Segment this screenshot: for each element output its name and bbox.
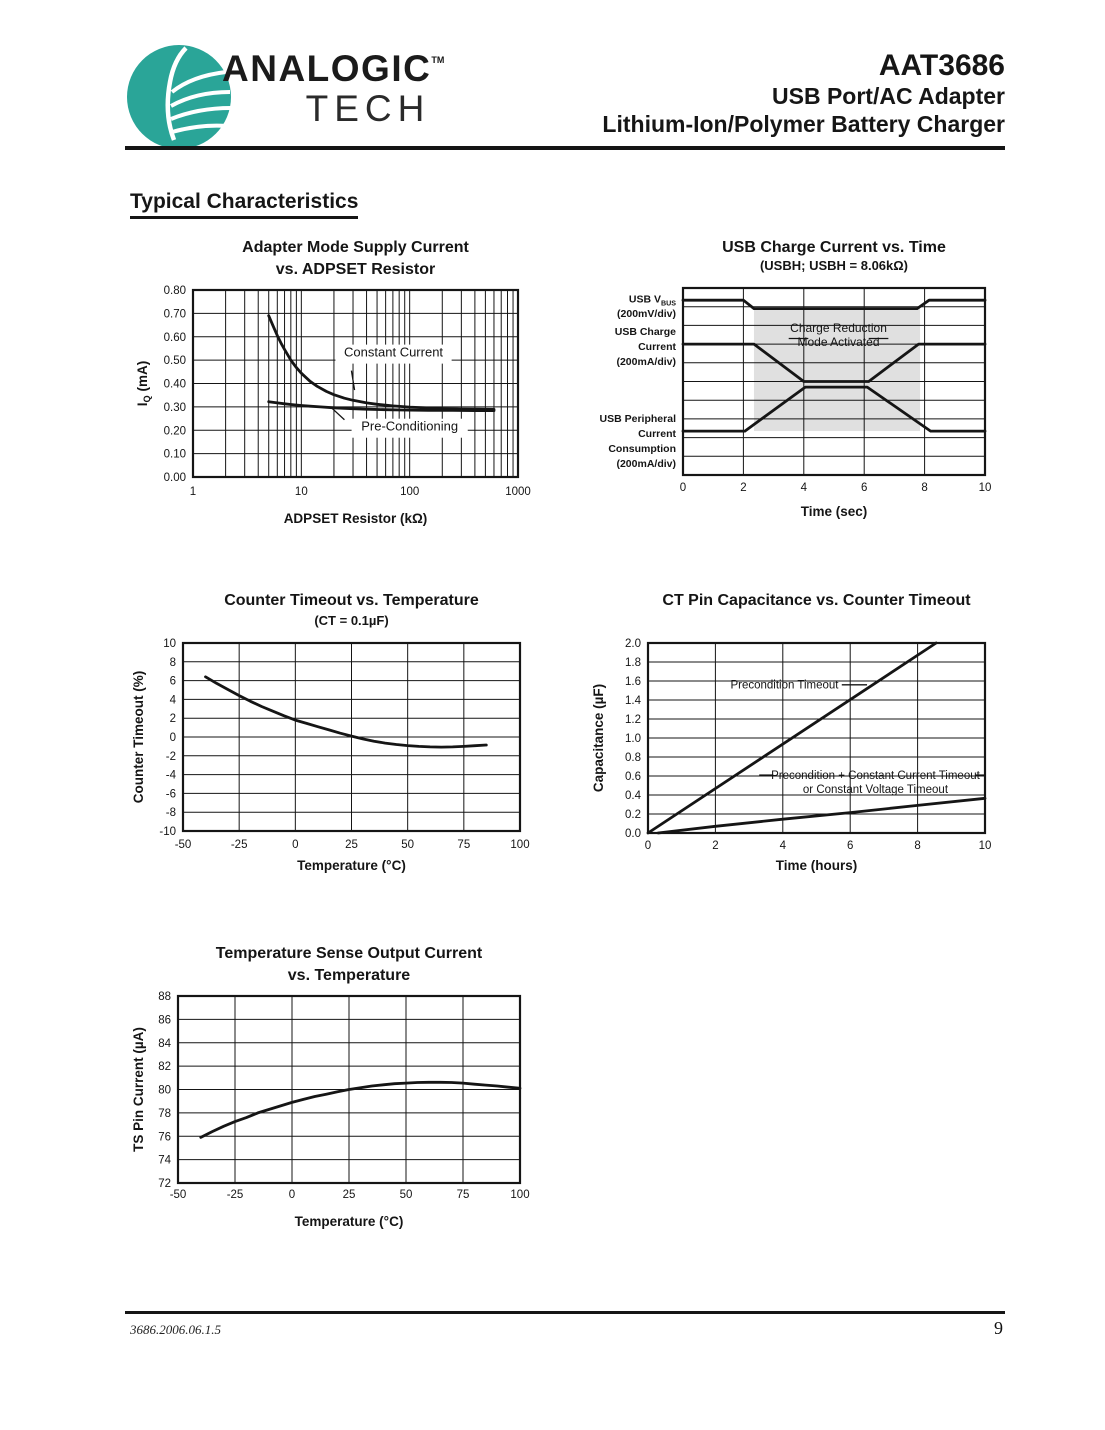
header-rule <box>125 146 1005 150</box>
document-title-block <box>602 48 1005 138</box>
x-tick-label: 1 <box>189 486 197 498</box>
x-tick-label: 25 <box>345 839 358 851</box>
y-tick-label: 10 <box>163 638 176 650</box>
series-precondition-constant-current-timeout-or-constant-voltage-timeout <box>658 798 985 833</box>
signal-label: Current <box>638 340 676 353</box>
y-axis-label: TS Pin Current (µA) <box>131 1027 146 1152</box>
y-tick-label: 1.8 <box>625 657 641 669</box>
y-tick-label: 1.6 <box>625 676 641 688</box>
x-tick-label: -50 <box>169 1189 187 1201</box>
y-tick-label: 0.6 <box>625 771 641 783</box>
part-number: AAT3686 <box>878 49 1005 82</box>
series-usb-vbus-200mv-div <box>683 300 985 308</box>
x-tick-label: 50 <box>401 839 415 851</box>
y-tick-label: 0.60 <box>163 331 186 344</box>
signal-label: Consumption <box>608 442 676 455</box>
y-tick-label: 86 <box>158 1014 171 1027</box>
y-tick-label: 0.00 <box>163 472 186 484</box>
chart-temperature-sense-output-current <box>118 938 548 1248</box>
y-tick-label: 80 <box>158 1084 171 1097</box>
y-tick-label: 1.2 <box>625 714 641 726</box>
x-tick-label: 100 <box>510 1189 530 1201</box>
x-axis-label: Temperature (°C) <box>297 858 406 873</box>
y-tick-label: 88 <box>158 991 171 1003</box>
y-tick-label: 0.30 <box>163 401 186 414</box>
chart-ct-pin-capacitance-vs-counter-timeout <box>560 585 1020 890</box>
x-tick-label: 100 <box>510 839 530 851</box>
signal-label: USB Peripheral <box>599 412 676 425</box>
adapter-mode-supply-current-plot <box>118 232 548 542</box>
x-tick-label: 4 <box>800 482 808 494</box>
x-tick-label: 2 <box>740 482 747 494</box>
y-tick-label: -2 <box>165 750 176 763</box>
y-tick-label: 76 <box>158 1131 171 1144</box>
annotation-text: Precondition + Constant Current Timeout <box>771 769 980 782</box>
brand-line2: TECH <box>305 88 431 129</box>
x-tick-label: 75 <box>457 839 471 851</box>
signal-label: Current <box>638 427 676 440</box>
x-tick-label: 100 <box>400 486 420 498</box>
x-tick-label: 6 <box>860 482 868 494</box>
x-tick-label: 10 <box>978 840 992 852</box>
x-tick-label: -25 <box>226 1189 244 1201</box>
y-tick-label: 0.70 <box>163 308 186 321</box>
x-tick-label: 25 <box>342 1189 356 1201</box>
analogictech-logo-icon <box>126 44 234 152</box>
y-tick-label: 0.2 <box>625 809 641 821</box>
y-tick-label: 1.4 <box>625 695 641 707</box>
usb-charge-current-vs-time-plot <box>560 232 1020 532</box>
x-tick-label: 0 <box>644 840 652 852</box>
trademark-symbol: TM <box>431 55 445 65</box>
x-tick-label: 6 <box>846 840 854 852</box>
y-tick-label: 84 <box>158 1037 171 1050</box>
chart-subtitle: (USBH; USBH = 8.06kΩ) <box>759 258 909 273</box>
chart-title: Temperature Sense Output Current <box>215 945 483 962</box>
chart-title: vs. Temperature <box>287 967 411 984</box>
x-tick-label: 10 <box>294 486 308 498</box>
x-tick-label: 10 <box>978 482 992 494</box>
y-tick-label: 0.0 <box>625 828 641 840</box>
y-tick-label: 0 <box>169 732 176 744</box>
y-tick-label: 0.8 <box>625 752 641 764</box>
y-tick-label: 1.0 <box>625 733 641 745</box>
y-tick-label: 82 <box>158 1061 171 1074</box>
chart-title: Adapter Mode Supply Current <box>242 239 469 256</box>
y-tick-label: -8 <box>165 807 176 820</box>
x-axis-label: Temperature (°C) <box>294 1214 404 1229</box>
series-pre-conditioning <box>269 402 494 411</box>
y-axis-label: Counter Timeout (%) <box>131 670 146 804</box>
y-tick-label: -6 <box>165 788 176 801</box>
x-axis-label: ADPSET Resistor (kΩ) <box>283 511 428 526</box>
x-tick-label: -50 <box>174 839 192 851</box>
page-number: 9 <box>994 1318 1003 1338</box>
y-tick-label: 78 <box>158 1107 171 1120</box>
y-tick-label: 72 <box>158 1178 171 1190</box>
y-axis-label: $I_Q$ (mA) <box>135 360 152 407</box>
footer-rule <box>125 1311 1005 1314</box>
signal-label: USB Charge <box>614 326 676 339</box>
y-tick-label: 0.80 <box>163 285 186 297</box>
y-tick-label: 8 <box>169 656 176 669</box>
signal-label: (200mV/div) <box>617 308 676 321</box>
y-tick-label: -10 <box>159 826 176 838</box>
x-tick-label: -25 <box>230 839 248 851</box>
annotation-text: Precondition Timeout <box>730 679 839 692</box>
x-axis-label: Time (sec) <box>800 504 868 519</box>
x-tick-label: 2 <box>712 840 719 852</box>
brand-wordmark <box>222 50 444 127</box>
signal-label: USB $V_{BUS}$ <box>628 293 676 308</box>
chart-subtitle: (CT = 0.1µF) <box>314 613 389 628</box>
x-tick-label: 0 <box>679 482 687 494</box>
document-number: 3686.2006.06.1.5 <box>130 1322 221 1337</box>
y-axis-label: Capacitance (µF) <box>591 683 606 793</box>
x-tick-label: 75 <box>456 1189 470 1201</box>
chart-adapter-mode-supply-current <box>118 232 548 542</box>
x-tick-label: 0 <box>292 839 299 851</box>
x-tick-label: 4 <box>779 840 787 852</box>
signal-label: (200mA/div) <box>616 355 676 368</box>
x-tick-label: 8 <box>914 840 921 852</box>
chart-counter-timeout-vs-temperature <box>118 585 548 890</box>
y-tick-label: 0.4 <box>625 790 641 802</box>
x-tick-label: 0 <box>288 1189 296 1201</box>
ct-pin-capacitance-vs-counter-timeout-plot <box>560 585 1020 890</box>
brand-line1: ANALOGIC <box>222 48 432 89</box>
x-tick-label: 1000 <box>505 486 531 498</box>
annotation-text: Charge Reduction <box>790 320 887 335</box>
x-axis-label: Time (hours) <box>775 858 858 873</box>
section-title: Typical Characteristics <box>130 190 358 219</box>
y-tick-label: 0.50 <box>163 355 186 368</box>
counter-timeout-vs-temperature-plot <box>118 585 548 890</box>
chart-title: USB Charge Current vs. Time <box>722 239 946 256</box>
annotation-text: Mode Activated <box>797 334 880 349</box>
y-tick-label: 0.20 <box>163 425 186 438</box>
part-subtitle-1: USB Port/AC Adapter <box>772 83 1005 110</box>
y-tick-label: 0.40 <box>163 378 186 391</box>
y-tick-label: 74 <box>158 1154 171 1167</box>
chart-usb-charge-current-vs-time <box>560 232 1020 532</box>
part-subtitle-2: Lithium-Ion/Polymer Battery Charger <box>602 110 1005 137</box>
annotation-text: or Constant Voltage Timeout <box>802 783 949 796</box>
y-tick-label: -4 <box>165 769 176 782</box>
chart-title: Counter Timeout vs. Temperature <box>224 592 479 609</box>
series-ts-pin-current <box>201 1082 520 1137</box>
y-tick-label: 2 <box>169 713 176 726</box>
signal-label: (200mA/div) <box>616 457 676 470</box>
y-tick-label: 2.0 <box>625 638 641 650</box>
annotation-text: Constant Current <box>344 344 444 360</box>
y-tick-label: 4 <box>169 694 176 707</box>
y-tick-label: 0.10 <box>163 448 186 461</box>
chart-title: CT Pin Capacitance vs. Counter Timeout <box>662 592 971 609</box>
annotation-text: Pre-Conditioning <box>361 418 459 434</box>
y-tick-label: 6 <box>169 675 176 688</box>
temperature-sense-output-current-plot <box>118 938 548 1248</box>
x-tick-label: 8 <box>921 482 928 494</box>
x-tick-label: 50 <box>399 1189 413 1201</box>
chart-title: vs. ADPSET Resistor <box>275 261 436 278</box>
